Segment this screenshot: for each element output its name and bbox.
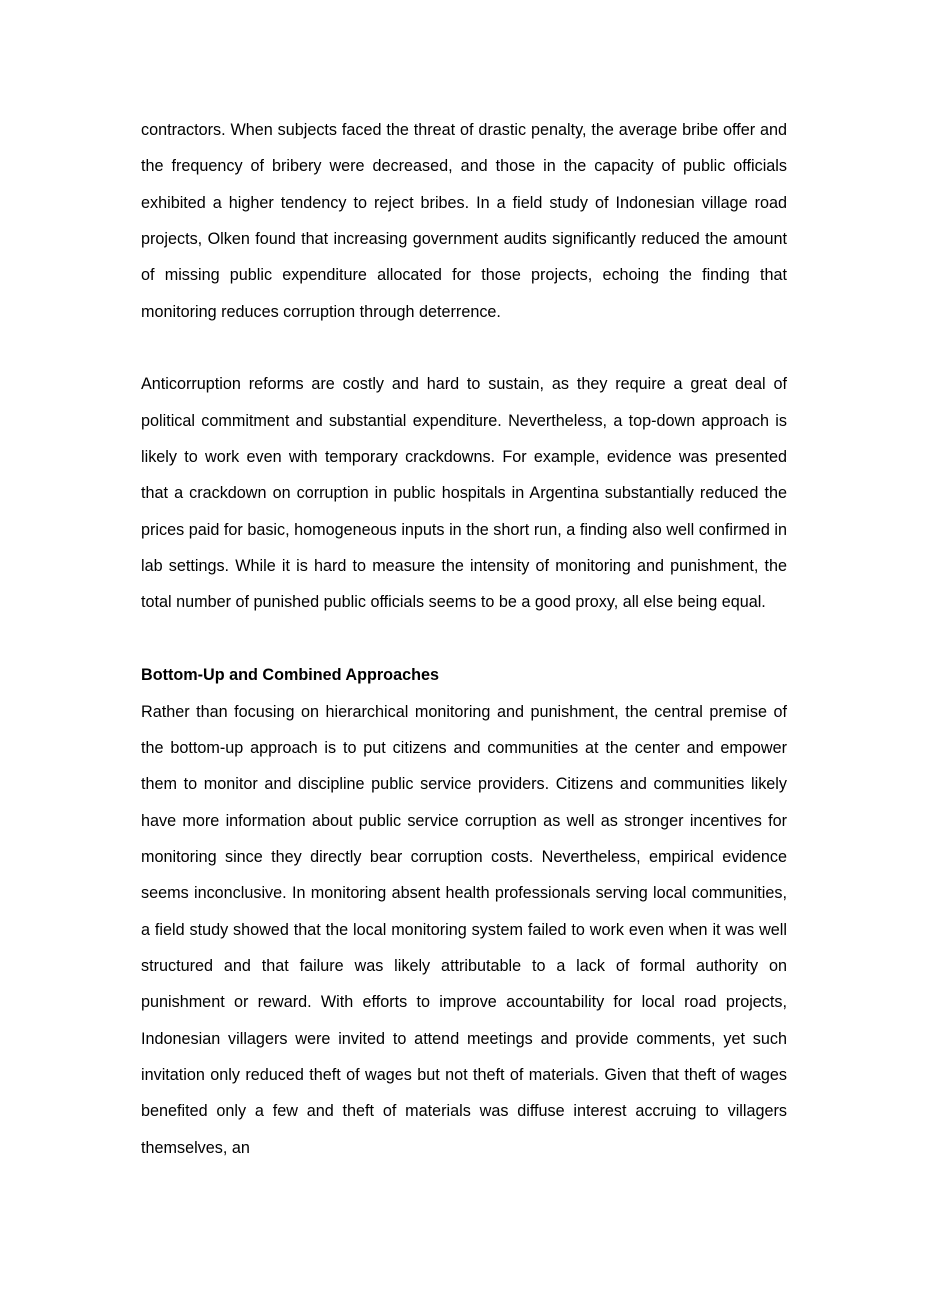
section-heading: Bottom-Up and Combined Approaches bbox=[141, 666, 439, 685]
paragraph-deterrence: contractors. When subjects faced the threat of drastic penalty, the average bribe offer and the frequency of bribery were decreased, and those in the capacity of public officials exhibited a higher tendency to reject bribes. In a field study of Indonesian village road projects, Olken found that increasing government audits significantly reduced the amount of missing public expenditure allocated for those projects, echoing the finding that monitoring reduces corruption through deterrence. bbox=[141, 121, 787, 321]
paragraph-bottom-up: Rather than focusing on hierarchical monitoring and punishment, the central premise of the bottom-up approach is to put citizens and communities at the center and empower them to monitor and discipline public service providers. Citizens and communities likely have more information about public service corruption as well as stronger incentives for monitoring since they directly bear corruption costs. Nevertheless, empirical evidence seems inconclusive. In monitoring absent health professionals serving local communities, a field study showed that the local monitoring system failed to work even when it was well structured and that failure was likely attributable to a lack of formal authority on punishment or reward. With efforts to improve accountability for local road projects, Indonesian villagers were invited to attend meetings and provide comments, yet such invitation only reduced theft of wages but not theft of materials. Given that theft of wages benefited only a few and theft of materials was diffuse interest accruing to villagers themselves, an bbox=[141, 702, 787, 1157]
paragraph-anticorruption-reforms: Anticorruption reforms are costly and hard to sustain, as they require a great deal of political commitment and substantial expenditure. Nevertheless, a top-down approach is likely to work even with temporary crackdowns. For example, evidence was presented that a crackdown on corruption in public hospitals in Argentina substantially reduced the prices paid for basic, homogeneous inputs in the short run, a finding also well confirmed in lab settings. While it is hard to measure the intensity of monitoring and punishment, the total number of punished public officials seems to be a good proxy, all else being equal. bbox=[141, 375, 787, 612]
document-page bbox=[141, 112, 787, 1166]
paragraph-spacer bbox=[141, 330, 787, 366]
paragraph-spacer bbox=[141, 621, 787, 657]
